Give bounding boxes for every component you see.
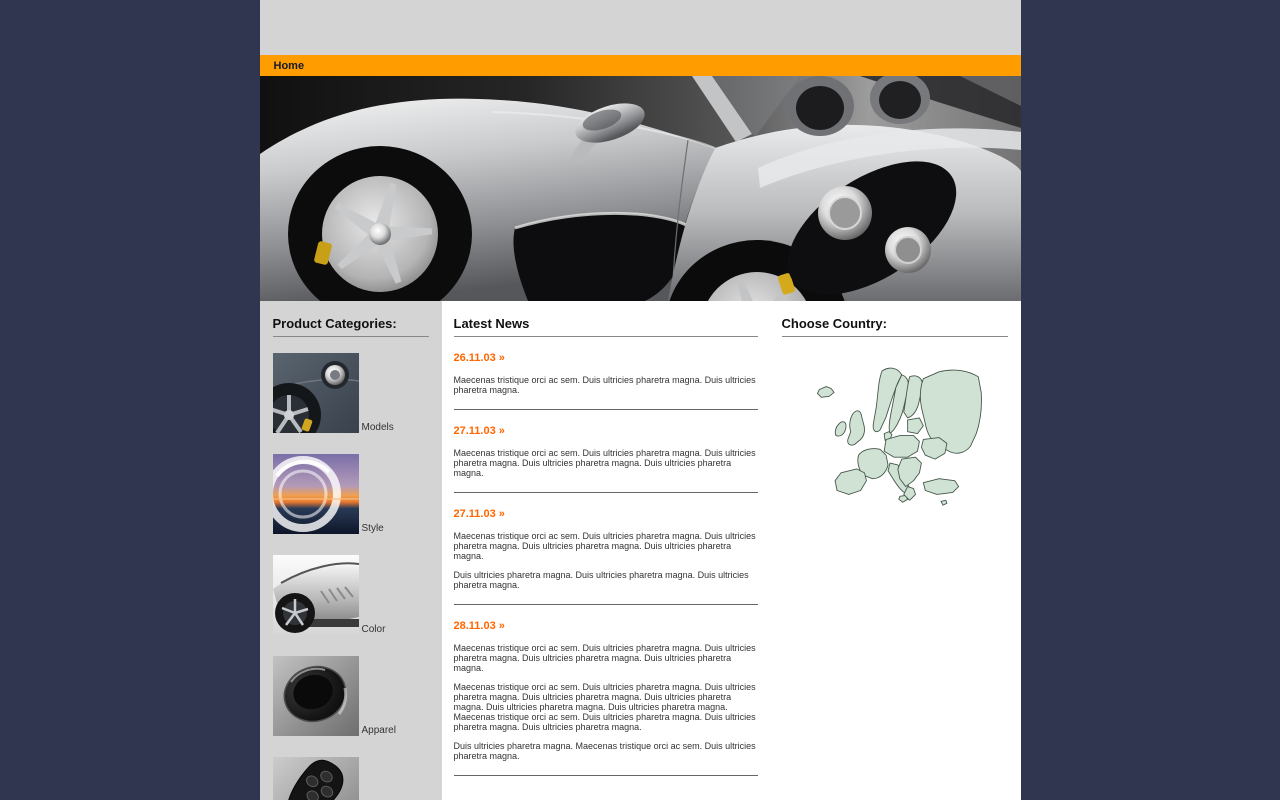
news-item xyxy=(454,605,758,776)
content-area xyxy=(260,301,1021,800)
choose-country-title: Choose Country: xyxy=(782,316,1008,337)
category-label: Apparel xyxy=(361,725,396,736)
news-paragraph: Maecenas tristique orci ac sem. Duis ultricies pharetra magna. Duis ultricies pharetra magna. Duis ultricies pharetra magna. Duis ultricies pharetra magna. xyxy=(453,448,756,478)
choose-country-panel xyxy=(772,301,1021,800)
style-thumbnail-image xyxy=(273,454,359,534)
latest-news-panel xyxy=(442,301,772,800)
news-paragraph: Maecenas tristique orci ac sem. Duis ultricies pharetra magna. Duis ultricies pharetra magna. Duis ultricies pharetra magna. Duis ultricies pharetra magna. Duis ultricies pharetra magna. Duis ultricies pharetra magna. Maecenas tristique orci ac sem. Duis ultricies pharetra magna. Duis ultricies pharetra magna. Duis ultricies pharetra magna. xyxy=(453,682,756,732)
product-categories-panel xyxy=(260,301,442,800)
category-list xyxy=(273,353,429,800)
news-date-link[interactable]: 28.11.03 » xyxy=(453,620,505,632)
product-categories-title: Product Categories: xyxy=(273,316,429,337)
ad-banner xyxy=(260,0,1021,55)
news-separator xyxy=(454,775,758,776)
category-item-models[interactable] xyxy=(273,353,429,433)
category-item-color[interactable] xyxy=(273,555,429,635)
category-label: Style xyxy=(361,523,384,534)
site-page xyxy=(260,0,1021,800)
apparel-thumbnail-image xyxy=(273,656,359,736)
hero-car-illustration xyxy=(260,76,1021,301)
news-item xyxy=(454,493,758,605)
news-date-link[interactable]: 27.11.03 » xyxy=(453,508,505,520)
models-thumbnail-image xyxy=(273,353,359,433)
news-paragraph: Maecenas tristique orci ac sem. Duis ultricies pharetra magna. Duis ultricies pharetra magna. Duis ultricies pharetra magna. Duis ultricies pharetra magna. xyxy=(453,531,756,561)
news-paragraph: Duis ultricies pharetra magna. Duis ultricies pharetra magna. Duis ultricies pharetra magna. xyxy=(453,570,749,590)
latest-news-title: Latest News xyxy=(454,316,758,337)
news-paragraph: Maecenas tristique orci ac sem. Duis ultricies pharetra magna. Duis ultricies pharetra magna. xyxy=(453,375,756,395)
news-item xyxy=(454,410,758,493)
nav-home-link[interactable]: Home xyxy=(273,59,305,72)
news-paragraph: Maecenas tristique orci ac sem. Duis ultricies pharetra magna. Duis ultricies pharetra magna. Duis ultricies pharetra magna. Duis ultricies pharetra magna. xyxy=(453,643,756,673)
color-thumbnail-image xyxy=(273,555,359,635)
news-date-link[interactable]: 27.11.03 » xyxy=(453,425,505,437)
category-label: Models xyxy=(361,422,394,433)
europe-map[interactable] xyxy=(790,363,1008,515)
news-paragraph: Duis ultricies pharetra magna. Maecenas tristique orci ac sem. Duis ultricies pharetra magna. xyxy=(453,741,756,761)
key-fob-thumbnail-image xyxy=(273,757,359,800)
category-item-key[interactable] xyxy=(273,757,429,800)
category-label: Color xyxy=(361,624,386,635)
main-nav xyxy=(260,55,1021,76)
category-item-style[interactable] xyxy=(273,454,429,534)
news-item xyxy=(454,337,758,410)
europe-map-image xyxy=(790,363,990,515)
category-item-apparel[interactable] xyxy=(273,656,429,736)
news-date-link[interactable]: 26.11.03 » xyxy=(453,352,505,364)
hero-image xyxy=(260,76,1021,301)
